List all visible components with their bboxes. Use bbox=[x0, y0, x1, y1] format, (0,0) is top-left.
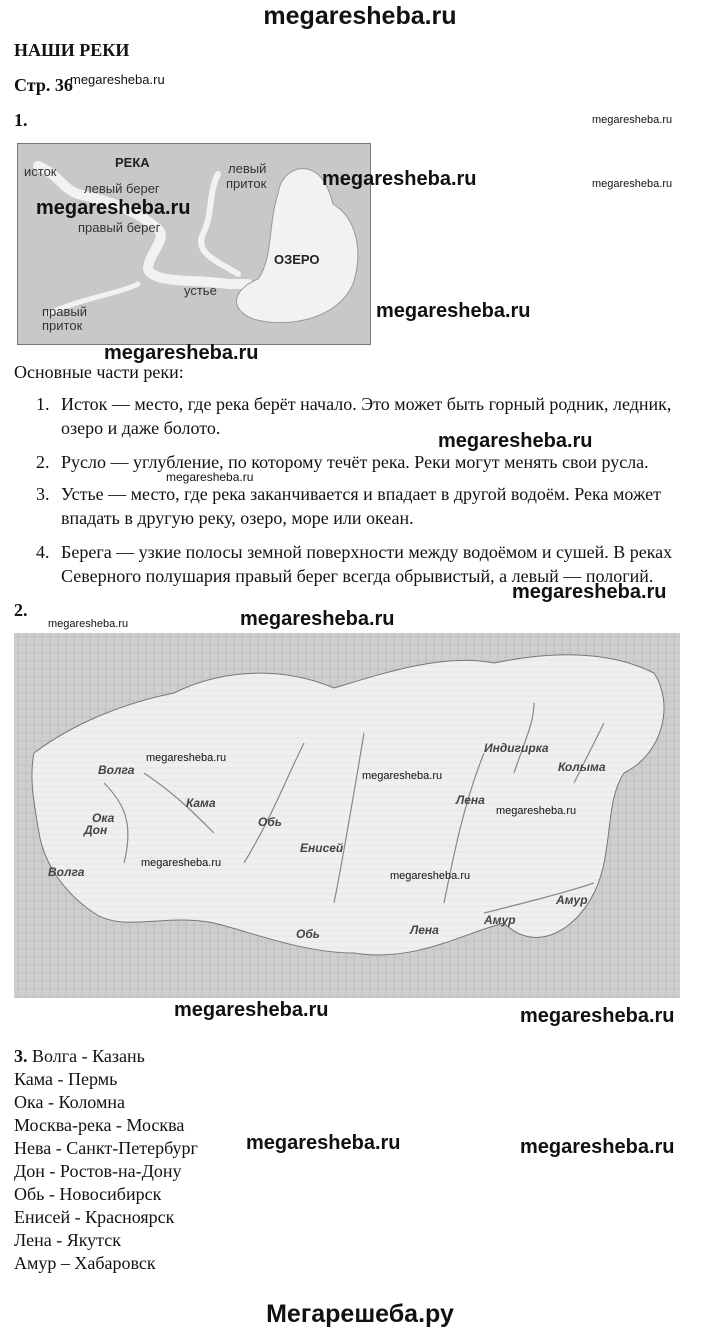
list-item-text: Русло — углубление, по которому течёт река. Реки могут менять свои русла. bbox=[61, 452, 649, 472]
label-river: РЕКА bbox=[115, 155, 150, 170]
list-item-text: Устье — место, где река заканчивается и впадает в другой водоём. Река может впадать в другую реку, озеро, море или океан. bbox=[61, 484, 662, 528]
watermark-small: megaresheba.ru bbox=[48, 618, 129, 630]
watermark-large: megaresheba.ru bbox=[322, 168, 477, 190]
list-item-text: Волга - Казань bbox=[32, 1046, 145, 1066]
label-right-tributary-2: приток bbox=[42, 318, 83, 333]
river-label: Амур bbox=[556, 893, 588, 907]
list-item bbox=[36, 450, 706, 474]
list-item: Амур – Хабаровск bbox=[14, 1253, 156, 1273]
watermark-large: megaresheba.ru bbox=[376, 300, 531, 322]
river-label: Енисей bbox=[300, 841, 344, 855]
list-item-number: 2. bbox=[36, 452, 50, 472]
label-left-bank: левый берег bbox=[84, 181, 160, 196]
parts-intro: Основные части реки: bbox=[14, 362, 184, 382]
river-diagram bbox=[17, 143, 371, 345]
watermark-large: megaresheba.ru bbox=[512, 581, 667, 603]
watermark-small: megaresheba.ru bbox=[362, 770, 443, 782]
river-label: Волга bbox=[98, 763, 135, 777]
list-item-text: Берега — узкие полосы земной поверхности между водоёмом и сушей. В реках Северного полушария правый берег всегда обрывистый, а левый — пологий. bbox=[61, 542, 673, 586]
river-label: Колыма bbox=[558, 760, 606, 774]
watermark-large: megaresheba.ru bbox=[438, 430, 593, 452]
label-source: исток bbox=[24, 164, 57, 179]
list-item bbox=[36, 392, 706, 440]
list-item bbox=[36, 482, 706, 530]
watermark-large: megaresheba.ru bbox=[520, 1005, 675, 1027]
watermark-small: megaresheba.ru bbox=[592, 178, 673, 190]
label-left-tributary-2: приток bbox=[226, 176, 267, 191]
river-label: Обь bbox=[258, 815, 282, 829]
watermark-large: megaresheba.ru bbox=[36, 197, 191, 219]
label-left-tributary-1: левый bbox=[228, 161, 267, 176]
watermark-small: megaresheba.ru bbox=[390, 870, 471, 882]
list-item-number: 4. bbox=[36, 542, 50, 562]
site-footer: Мегарешеба.ру bbox=[266, 1300, 454, 1328]
label-right-tributary-1: правый bbox=[42, 304, 88, 319]
list-item-text: Исток — место, где река берёт начало. Это может быть горный родник, ледник, озеро и даже болото. bbox=[61, 394, 672, 438]
list-item: Ока - Коломна bbox=[14, 1092, 125, 1112]
site-title: megaresheba.ru bbox=[263, 2, 457, 30]
section-title: НАШИ РЕКИ bbox=[14, 40, 130, 60]
watermark-large: megaresheba.ru bbox=[240, 608, 395, 630]
watermark-small: megaresheba.ru bbox=[166, 470, 254, 484]
river-label: Кама bbox=[186, 796, 216, 810]
watermark-large: megaresheba.ru bbox=[246, 1132, 401, 1154]
watermark-large: megaresheba.ru bbox=[520, 1136, 675, 1158]
river-label: Лена bbox=[456, 793, 485, 807]
list-item-number: 3. bbox=[36, 484, 50, 504]
list-item: Дон - Ростов-на-Дону bbox=[14, 1161, 182, 1181]
list-item: Москва-река - Москва bbox=[14, 1115, 185, 1135]
list-item: Енисей - Красноярск bbox=[14, 1207, 175, 1227]
label-right-bank: правый берег bbox=[78, 220, 161, 235]
watermark-small: megaresheba.ru bbox=[70, 72, 165, 87]
river-label: Дон bbox=[84, 823, 108, 837]
task2-number: 2. bbox=[14, 600, 28, 620]
river-label: Индигирка bbox=[484, 741, 549, 755]
watermark-small: megaresheba.ru bbox=[141, 857, 222, 869]
watermark-large: megaresheba.ru bbox=[104, 342, 259, 364]
river-label: Амур bbox=[484, 913, 516, 927]
task3-number: 3. bbox=[14, 1046, 28, 1066]
list-item: Нева - Санкт-Петербург bbox=[14, 1138, 198, 1158]
river-label: Ока bbox=[92, 811, 115, 825]
rivers-cities-list bbox=[14, 1045, 198, 1275]
river-label: Лена bbox=[410, 923, 439, 937]
label-lake: ОЗЕРО bbox=[274, 252, 320, 267]
page-number: Стр. 36 bbox=[14, 75, 73, 95]
watermark-large: megaresheba.ru bbox=[174, 999, 329, 1021]
list-item: Кама - Пермь bbox=[14, 1069, 118, 1089]
list-item: Лена - Якутск bbox=[14, 1230, 122, 1250]
watermark-small: megaresheba.ru bbox=[146, 752, 227, 764]
river-label: Обь bbox=[296, 927, 320, 941]
russia-rivers-map bbox=[14, 633, 680, 998]
list-item-number: 1. bbox=[36, 394, 50, 414]
label-mouth: устье bbox=[184, 283, 217, 298]
list-item bbox=[14, 1045, 198, 1068]
watermark-small: megaresheba.ru bbox=[496, 805, 577, 817]
river-label: Волга bbox=[48, 865, 85, 879]
watermark-small: megaresheba.ru bbox=[592, 114, 673, 126]
task1-number: 1. bbox=[14, 110, 28, 130]
list-item: Обь - Новосибирск bbox=[14, 1184, 162, 1204]
